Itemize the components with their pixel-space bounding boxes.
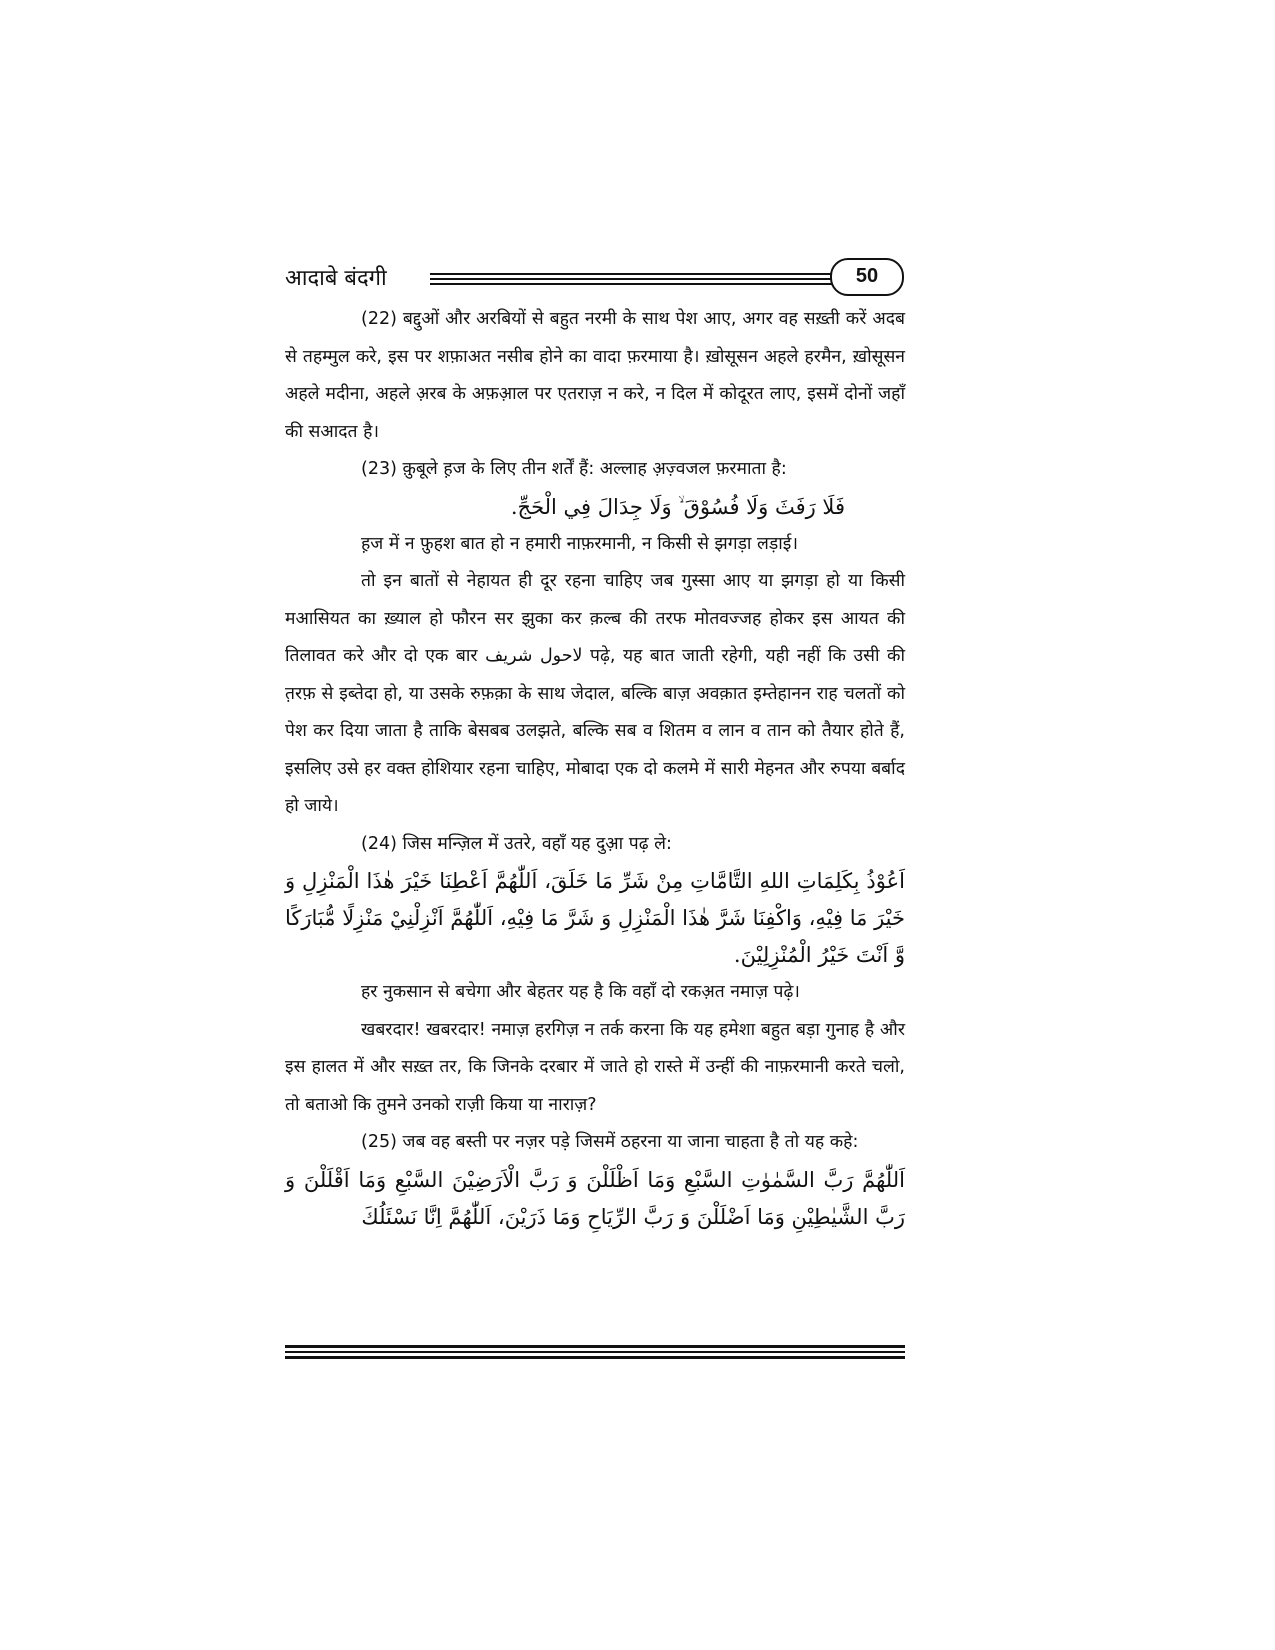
paragraph-23: (23) क़ुबूले ह़ज के लिए तीन शर्तें हैं: अल्लाह अ़ज़्वजल फ़रमाता है: bbox=[361, 459, 787, 479]
paragraph-warning: खबरदार! खबरदार! नमाज़ हरगिज़ न तर्क करना कि यह हमेशा बहुत बड़ा गुनाह है और इस हालत में और सख़्त तर, कि जिनके दरबार में जाते हो रास्ते में उन्हीं की नाफ़रमानी करते चलो, तो बताओ कि तुमने उनको राज़ी किया या नाराज़? bbox=[285, 1019, 905, 1115]
page-number-badge bbox=[830, 258, 904, 296]
footer-rule bbox=[285, 1345, 905, 1362]
paragraph-24: (24) जिस मन्ज़िल में उतरे, वहाँ यह दुआ़ पढ़ ले: bbox=[361, 833, 672, 854]
paragraph-22: (22) बद्दुओं और अरबियों से बहुत नरमी के साथ पेश आए, अगर वह सख़्ती करें अदब से तहम्मुल करे, इस पर शफ़ाअत नसीब होने का वादा फ़रमाया है। ख़ोसूसन अहले हरमैन, ख़ोसूसन अहले मदीना, अहले अ़रब के अफ़आ़ल पर एतराज़ न करे, न दिल में कोदूरत लाए, इसमें दोनों जहाँ की सआदत है। bbox=[285, 309, 905, 442]
page-body bbox=[285, 301, 905, 1236]
arabic-dua-manzil: اَعُوْذُ بِكَلِمَاتِ اللهِ التَّامَّاتِ مِنْ شَرِّ مَا خَلَقَ، اَللّٰهُمَّ اَعْطِنَا خَيْرَ هٰذَا الْمَنْزِلِ وَ خَيْرَ مَا فِيْهِ، وَاكْفِنَا شَرَّ هٰذَا الْمَنْزِلِ وَ شَرَّ مَا فِيْهِ، اَللّٰهُمَّ اَنْزِلْنِيْ مَنْزِلًا مُّبَارَكًا وَّ اَنْتَ خَيْرُ الْمُنْزِلِيْنَ. bbox=[285, 869, 905, 967]
page-header bbox=[285, 255, 905, 305]
arabic-verse: فَلَا رَفَثَ وَلَا فُسُوْقَ ۙ وَلَا جِدَالَ فِي الْحَجِّ. bbox=[510, 494, 845, 519]
book-page bbox=[285, 255, 905, 1375]
paragraph-25: (25) जब वह बस्ती पर नज़र पड़े जिसमें ठहरना या जाना चाहता है तो यह कहे: bbox=[361, 1132, 859, 1152]
verse-translation: ह़ज में न फ़ुहश बात हो न हमारी नाफ़रमानी, न किसी से झगड़ा लड़ाई। bbox=[361, 533, 799, 554]
header-rule bbox=[430, 273, 865, 289]
page-number: 50 bbox=[855, 265, 879, 287]
arabic-dua-basti: اَللّٰهُمَّ رَبَّ السَّمٰوٰتِ السَّبْعِ وَمَا اَظْلَلْنَ وَ رَبَّ الْاَرَضِيْنَ السَّبْعِ وَمَا اَقْلَلْنَ وَ رَبَّ الشَّيٰطِيْنِ وَمَا اَضْلَلْنَ وَ رَبَّ الرِّيَاحِ وَمَا ذَرَيْنَ، اَللّٰهُمَّ اِنَّا نَسْئَلُكَ bbox=[285, 1167, 905, 1229]
running-title: आदाबे बंदगी bbox=[285, 266, 387, 291]
paragraph-advice: तो इन बातों से नेहायत ही दूर रहना चाहिए जब गुस्सा आए या झगड़ा हो या किसी मआसियत का ख़्याल हो फौरन सर झुका कर क़ल्ब की तरफ मोतवज्जह होकर इस आयत की तिलावत करे और दो एक बार لاحول شریف पढ़े, यह बात जाती रहेगी, यही नहीं कि उसी की त़रफ़ से इब्तेदा हो, या उसके रुफ़क़ा के साथ जेदाल, बल्कि बाज़ अवक़ात इम्तेहानन राह चलतों को पेश कर दिया जाता है ताकि बेसबब उलझते, बल्कि सब व शितम व लान व तान को तैयार होते हैं, इसलिए उसे हर वक्त होशियार रहना चाहिए, मोबादा एक दो कलमे में सारी मेहनत और रुपया बर्बाद हो जाये। bbox=[285, 571, 905, 816]
paragraph-benefit: हर नुकसान से बचेगा और बेहतर यह है कि वहाँ दो रकअ़त नमाज़ पढ़े। bbox=[361, 982, 800, 1002]
